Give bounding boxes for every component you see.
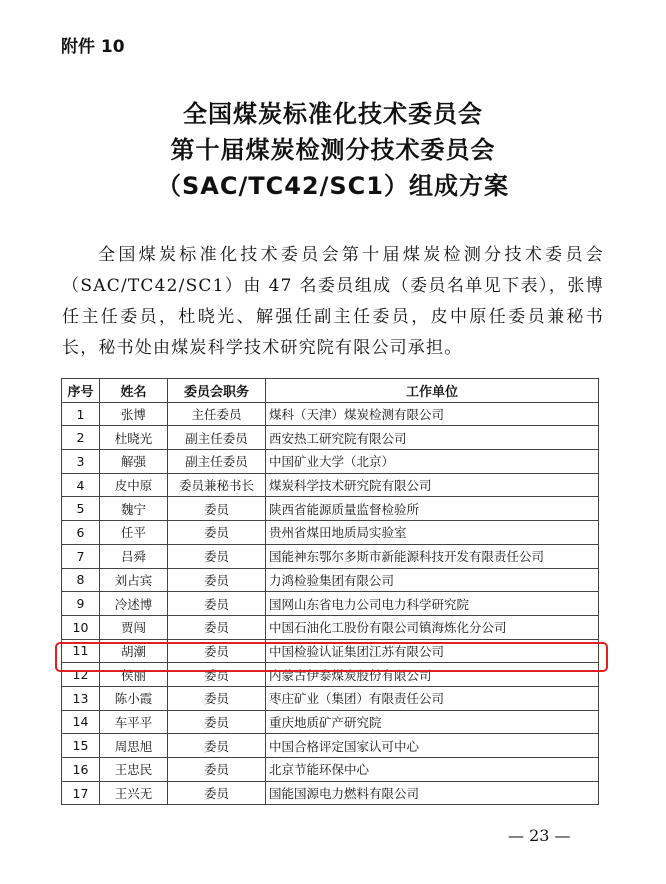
member-role: 委员	[168, 592, 266, 616]
member-role: 委员	[168, 734, 266, 758]
member-name: 车平平	[100, 710, 168, 734]
member-unit: 北京节能环保中心	[266, 758, 599, 782]
table-row	[62, 686, 599, 710]
member-unit: 煤炭科学技术研究院有限公司	[266, 473, 599, 497]
member-unit: 中国检验认证集团江苏有限公司	[266, 639, 599, 663]
row-index: 17	[62, 781, 100, 805]
member-role: 委员	[168, 663, 266, 687]
member-unit: 陕西省能源质量监督检验所	[266, 497, 599, 521]
title-line-1: 全国煤炭标准化技术委员会	[183, 100, 483, 128]
member-unit: 重庆地质矿产研究院	[266, 710, 599, 734]
row-index: 16	[62, 758, 100, 782]
row-index: 5	[62, 497, 100, 521]
row-index: 13	[62, 686, 100, 710]
member-unit: 西安热工研究院有限公司	[266, 426, 599, 450]
member-role: 委员	[168, 544, 266, 568]
member-role: 副主任委员	[168, 426, 266, 450]
highlight-box	[55, 642, 608, 672]
page-number: — 23 —	[508, 826, 571, 845]
member-name: 杜晓光	[100, 426, 168, 450]
table-row	[62, 497, 599, 521]
row-index: 2	[62, 426, 100, 450]
row-index: 9	[62, 592, 100, 616]
member-unit: 中国石油化工股份有限公司镇海炼化分公司	[266, 615, 599, 639]
member-unit: 煤科（天津）煤炭检测有限公司	[266, 402, 599, 426]
member-rows	[62, 402, 599, 805]
member-role: 委员	[168, 615, 266, 639]
table-row	[62, 402, 599, 426]
table-header-row	[62, 379, 599, 403]
member-name: 任平	[100, 521, 168, 545]
intro-paragraph	[62, 240, 604, 364]
member-unit: 内蒙古伊泰煤炭股份有限公司	[266, 663, 599, 687]
row-index: 14	[62, 710, 100, 734]
member-table	[61, 378, 599, 805]
row-index: 7	[62, 544, 100, 568]
table-row	[62, 544, 599, 568]
header-role: 委员会职务	[168, 379, 266, 403]
member-unit: 力鸿检验集团有限公司	[266, 568, 599, 592]
table-row	[62, 734, 599, 758]
row-index: 4	[62, 473, 100, 497]
row-index: 8	[62, 568, 100, 592]
member-unit: 中国矿业大学（北京）	[266, 450, 599, 474]
member-unit: 国能神东鄂尔多斯市新能源科技开发有限责任公司	[266, 544, 599, 568]
member-name: 冷述博	[100, 592, 168, 616]
member-role: 委员兼秘书长	[168, 473, 266, 497]
table-row	[62, 758, 599, 782]
member-name: 陈小霞	[100, 686, 168, 710]
member-name: 王兴无	[100, 781, 168, 805]
member-role: 委员	[168, 710, 266, 734]
row-index: 6	[62, 521, 100, 545]
title-line-3: （SAC/TC42/SC1）组成方案	[157, 172, 509, 200]
member-role: 委员	[168, 521, 266, 545]
table-row	[62, 521, 599, 545]
member-name: 贾闯	[100, 615, 168, 639]
member-name: 吕舜	[100, 544, 168, 568]
member-unit: 国网山东省电力公司电力科学研究院	[266, 592, 599, 616]
member-name: 魏宁	[100, 497, 168, 521]
row-index: 10	[62, 615, 100, 639]
member-role: 委员	[168, 568, 266, 592]
table-row	[62, 592, 599, 616]
table-row	[62, 450, 599, 474]
table-row	[62, 568, 599, 592]
table-row	[62, 781, 599, 805]
intro-text: 全国煤炭标准化技术委员会第十届煤炭检测分技术委员会（SAC/TC42/SC1）由 47 名委员组成（委员名单见下表），张博任主任委员，杜晓光、解强任副主任委员，皮中原任委员兼秘书长，秘书处由煤炭科学技术研究院有限公司承担。	[62, 245, 604, 358]
member-role: 主任委员	[168, 402, 266, 426]
member-unit: 枣庄矿业（集团）有限责任公司	[266, 686, 599, 710]
header-index: 序号	[62, 379, 100, 403]
header-unit: 工作单位	[266, 379, 599, 403]
member-role: 委员	[168, 497, 266, 521]
member-role: 委员	[168, 639, 266, 663]
row-index: 11	[62, 639, 100, 663]
member-unit: 国能国源电力燃料有限公司	[266, 781, 599, 805]
row-index: 1	[62, 402, 100, 426]
member-name: 侯丽	[100, 663, 168, 687]
member-name: 张博	[100, 402, 168, 426]
member-role: 委员	[168, 686, 266, 710]
table-row	[62, 615, 599, 639]
table-row	[62, 426, 599, 450]
member-name: 胡潮	[100, 639, 168, 663]
attachment-label: 附件 10	[61, 37, 125, 57]
member-role: 副主任委员	[168, 450, 266, 474]
member-name: 周思旭	[100, 734, 168, 758]
member-unit: 贵州省煤田地质局实验室	[266, 521, 599, 545]
member-name: 解强	[100, 450, 168, 474]
member-name: 皮中原	[100, 473, 168, 497]
row-index: 15	[62, 734, 100, 758]
member-name: 刘占宾	[100, 568, 168, 592]
member-role: 委员	[168, 781, 266, 805]
table-row	[62, 710, 599, 734]
table-row	[62, 473, 599, 497]
member-role: 委员	[168, 758, 266, 782]
header-name: 姓名	[100, 379, 168, 403]
member-unit: 中国合格评定国家认可中心	[266, 734, 599, 758]
row-index: 12	[62, 663, 100, 687]
row-index: 3	[62, 450, 100, 474]
member-name: 王忠民	[100, 758, 168, 782]
title-line-2: 第十届煤炭检测分技术委员会	[170, 136, 496, 164]
